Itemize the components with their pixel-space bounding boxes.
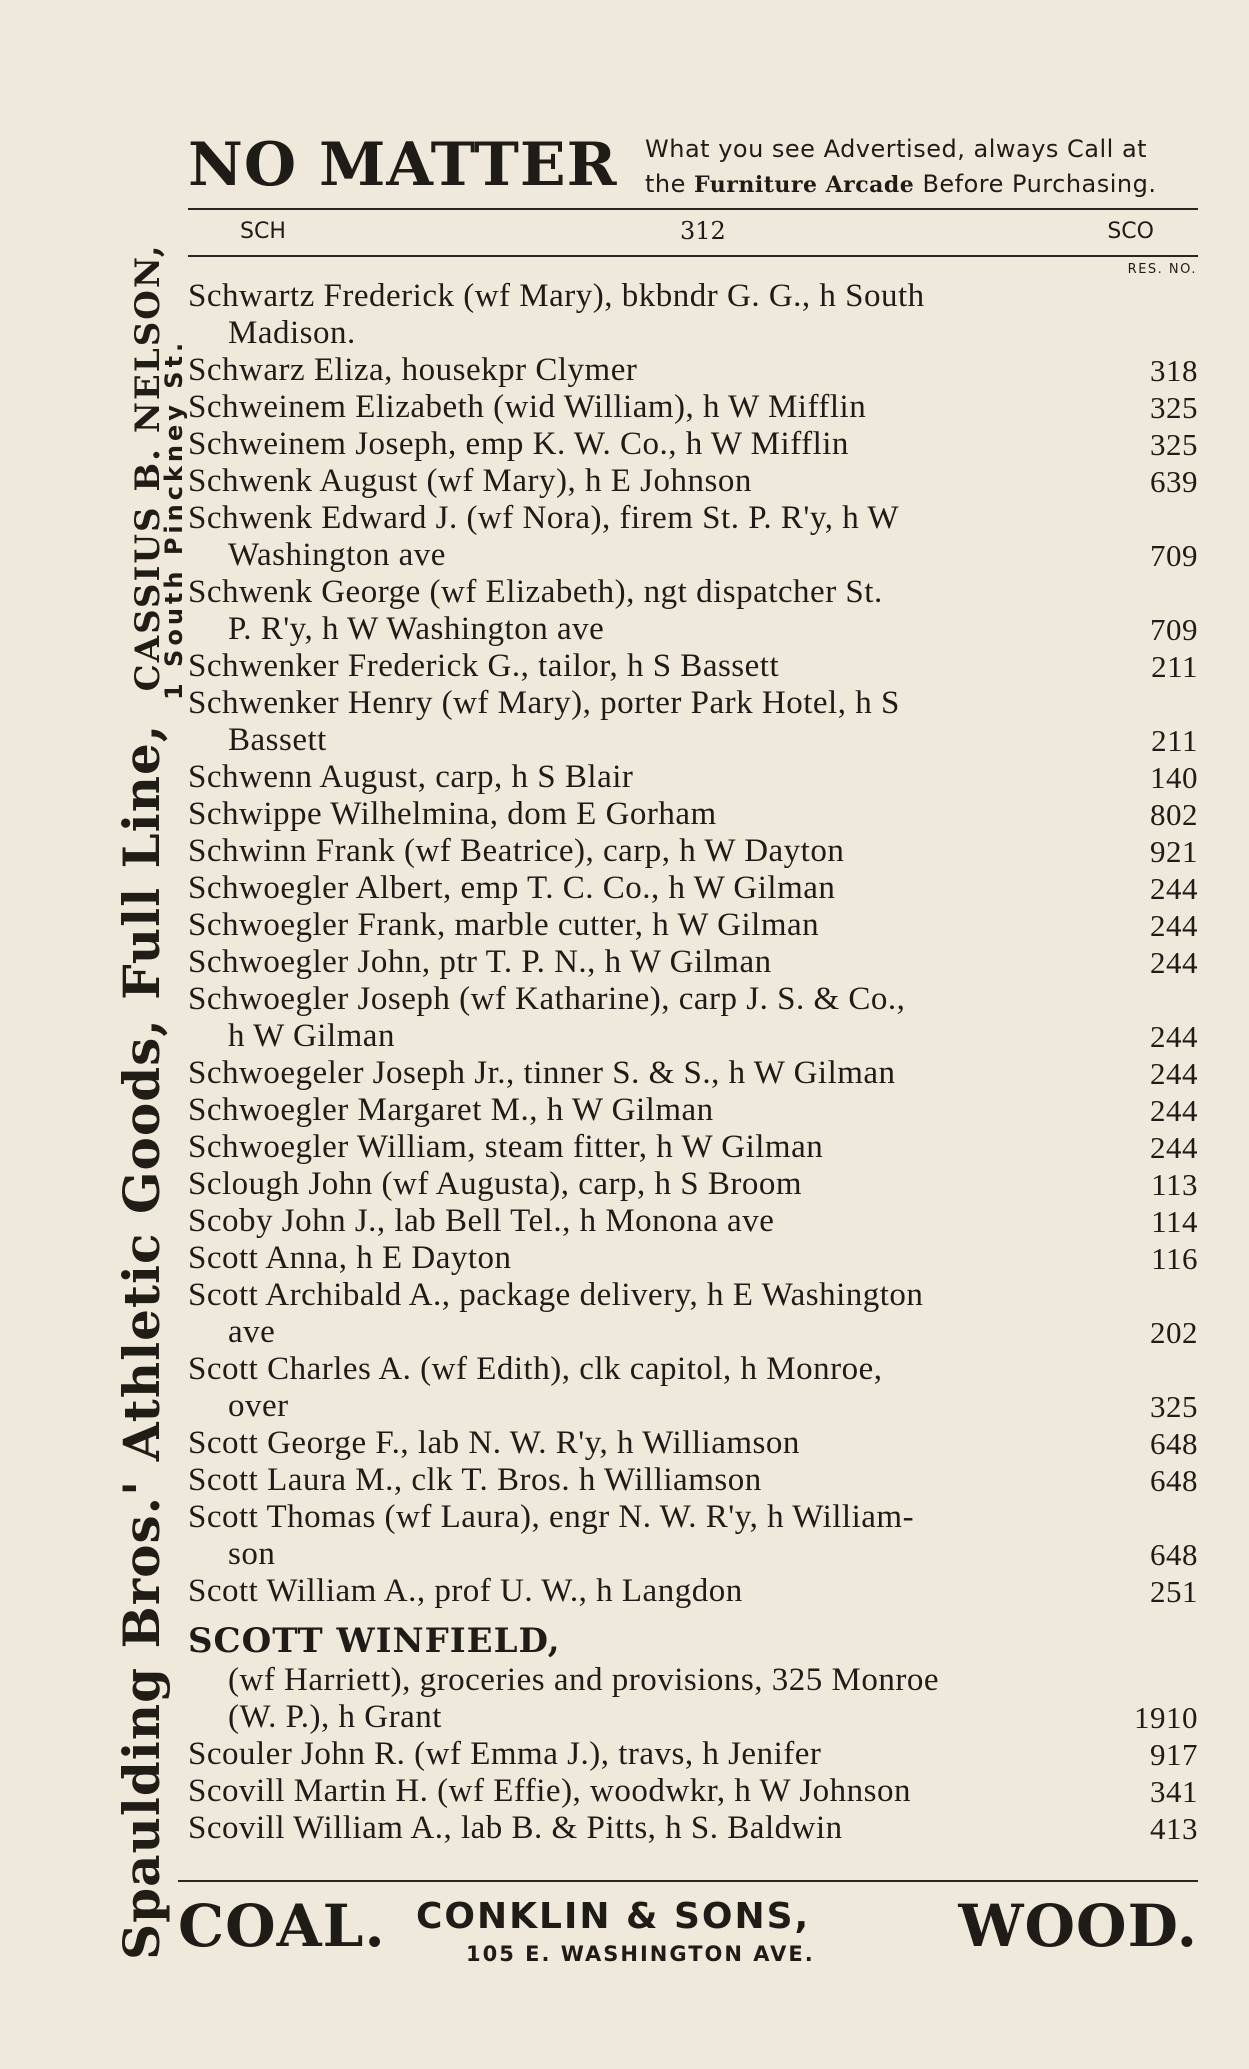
residence-number: 202 [1150, 1315, 1198, 1350]
header-ad-line-2-post: Before Purchasing. [922, 170, 1157, 198]
entry-line: Schwarz Eliza, housekpr Clymer [188, 352, 638, 388]
directory-entry [188, 1773, 1198, 1810]
directory-entry [188, 1736, 1198, 1773]
residence-number: 116 [1151, 1241, 1198, 1276]
header-ad-line-2 [645, 167, 1205, 203]
entry-line: Scouler John R. (wf Emma J.), travs, h Jenifer [188, 1736, 822, 1772]
entry-line: Scott Laura M., clk T. Bros. h Williamson [188, 1462, 762, 1498]
header-ad-arcade: Furniture Arcade [694, 172, 915, 198]
page-number: 312 [680, 217, 726, 245]
directory-entry [188, 1240, 1198, 1277]
running-head [188, 215, 1198, 247]
residence-number: 140 [1150, 760, 1198, 795]
directory-entry [188, 1499, 1198, 1573]
directory-entry [188, 1166, 1198, 1203]
header-ad-line-1: What you see Advertised, always Call at [645, 135, 1148, 163]
residence-number: 113 [1151, 1167, 1198, 1202]
entry-line: Scott Archibald A., package delivery, h E Washington [188, 1277, 924, 1313]
directory-entry [188, 1129, 1198, 1166]
entry-line: Scott Charles A. (wf Edith), clk capitol, h Monroe, [188, 1351, 883, 1387]
entry-line: Schwinn Frank (wf Beatrice), carp, h W Dayton [188, 833, 845, 869]
header-advertisement [188, 130, 1198, 205]
winfield-details [188, 1662, 1198, 1736]
entry-line: Scoby John J., lab Bell Tel., h Monona ave [188, 1203, 775, 1239]
entry-line: Madison. [228, 315, 356, 351]
directory-entry [188, 389, 1198, 426]
header-ad-headline: NO MATTER [188, 130, 618, 200]
side-ad-spaulding: Spaulding Bros.' Athletic Goods, Full Line, [112, 723, 171, 1960]
entry-line: son [228, 1536, 276, 1572]
entry-line: Bassett [228, 722, 327, 758]
residence-number: 244 [1150, 908, 1198, 943]
entry-line: Schwoegler John, ptr T. P. N., h W Gilman [188, 944, 772, 980]
entry-line: Scott William A., prof U. W., h Langdon [188, 1573, 743, 1609]
entry-line: Scovill Martin H. (wf Effie), woodwkr, h W Johnson [188, 1773, 912, 1809]
entry-line: Scott George F., lab N. W. R'y, h Williamson [188, 1425, 800, 1461]
running-head-rule [188, 255, 1198, 257]
directory-entry [188, 833, 1198, 870]
directory-entry [188, 944, 1198, 981]
residence-number: 114 [1151, 1204, 1198, 1239]
entry-line: Schwippe Wilhelmina, dom E Gorham [188, 796, 717, 832]
entry-line: Schwenk Edward J. (wf Nora), firem St. P. R'y, h W [188, 500, 900, 536]
directory-entries [188, 278, 1198, 1847]
footer-advertisement [178, 1888, 1198, 1998]
footer-ad-company: CONKLIN & SONS, [416, 1896, 811, 1937]
directory-entry [188, 1277, 1198, 1351]
side-advertisement [0, 0, 188, 2069]
entry-line: Washington ave [228, 537, 446, 573]
entry-line: ave [228, 1314, 276, 1350]
directory-entry [188, 1351, 1198, 1425]
header-ad-line-2-pre: the [645, 170, 686, 198]
entry-line: Schwenk George (wf Elizabeth), ngt dispatcher St. [188, 574, 883, 610]
residence-number: 709 [1150, 538, 1198, 573]
directory-entry [188, 1573, 1198, 1610]
residence-number: 244 [1150, 871, 1198, 906]
header-rule [188, 208, 1198, 210]
entry-line: Schwartz Frederick (wf Mary), bkbndr G. G., h South [188, 278, 925, 314]
residence-number: 211 [1151, 723, 1198, 758]
residence-number: 244 [1150, 1093, 1198, 1128]
running-head-right: SCO [1107, 219, 1154, 244]
residence-number: 325 [1150, 390, 1198, 425]
side-ad-name: CASSIUS B. NELSON, [128, 243, 168, 692]
directory-entry [188, 1092, 1198, 1129]
residence-number: 244 [1150, 945, 1198, 980]
residence-number: 341 [1150, 1774, 1198, 1809]
running-head-left: SCH [240, 219, 286, 244]
entry-line: Schwoegler Joseph (wf Katharine), carp J. S. & Co., [188, 981, 906, 1017]
residence-number: 413 [1150, 1811, 1198, 1846]
residence-number: 639 [1150, 464, 1198, 499]
directory-entry [188, 1425, 1198, 1462]
residence-number: 244 [1150, 1130, 1198, 1165]
directory-entry [188, 981, 1198, 1055]
residence-number: 251 [1150, 1574, 1198, 1609]
entry-line: h W Gilman [228, 1018, 395, 1054]
entry-line: Sclough John (wf Augusta), carp, h S Broom [188, 1166, 803, 1202]
entry-line: Schweinem Joseph, emp K. W. Co., h W Mifflin [188, 426, 849, 462]
entry-line: Schwoegeler Joseph Jr., tinner S. & S., h W Gilman [188, 1055, 896, 1091]
directory-entry [188, 1810, 1198, 1847]
entry-line: Scovill William A., lab B. & Pitts, h S. Baldwin [188, 1810, 843, 1846]
entry-line: Schwoegler William, steam fitter, h W Gilman [188, 1129, 824, 1165]
directory-entry [188, 648, 1198, 685]
residence-number: 648 [1150, 1537, 1198, 1572]
residence-number: 1910 [1134, 1700, 1198, 1735]
directory-entry [188, 1203, 1198, 1240]
residence-number: 921 [1150, 834, 1198, 869]
entry-line: Scott Thomas (wf Laura), engr N. W. R'y, h William- [188, 1499, 915, 1535]
residence-number: 802 [1150, 797, 1198, 832]
entry-line: Schwenker Frederick G., tailor, h S Bassett [188, 648, 780, 684]
entry-line: Schwoegler Frank, marble cutter, h W Gilman [188, 907, 820, 943]
directory-entry [188, 1055, 1198, 1092]
residence-number: 917 [1150, 1737, 1198, 1772]
winfield-heading: SCOTT WINFIELD, [188, 1621, 561, 1661]
residence-number: 244 [1150, 1019, 1198, 1054]
residence-number: 648 [1150, 1426, 1198, 1461]
entry-line: (wf Harriett), groceries and provisions, 325 Monroe [228, 1662, 939, 1698]
entries-list [188, 278, 1198, 1610]
entry-line: Schwenker Henry (wf Mary), porter Park Hotel, h S [188, 685, 900, 721]
directory-entry [188, 574, 1198, 648]
entry-line: Schweinem Elizabeth (wid William), h W Mifflin [188, 389, 867, 425]
entry-line: P. R'y, h W Washington ave [228, 611, 605, 647]
entry-line: Scott Anna, h E Dayton [188, 1240, 512, 1276]
directory-entry [188, 685, 1198, 759]
directory-entry [188, 426, 1198, 463]
entry-line: over [228, 1388, 289, 1424]
entry-line: Schwenn August, carp, h S Blair [188, 759, 634, 795]
entry-line: Schwoegler Albert, emp T. C. Co., h W Gilman [188, 870, 836, 906]
residence-number: 244 [1150, 1056, 1198, 1091]
res-no-label: RES. NO. [1127, 262, 1197, 277]
residence-number: 318 [1150, 353, 1198, 388]
residence-number: 211 [1151, 649, 1198, 684]
side-ad-address: 1 South Pinckney St. [160, 338, 188, 700]
entry-line: Schwenk August (wf Mary), h E Johnson [188, 463, 752, 499]
entry-line: Schwoegler Margaret M., h W Gilman [188, 1092, 714, 1128]
residence-number: 648 [1150, 1463, 1198, 1498]
directory-entry [188, 500, 1198, 574]
directory-entry [188, 1462, 1198, 1499]
footer-ad-coal: COAL. [178, 1892, 386, 1960]
residence-number: 325 [1150, 427, 1198, 462]
winfield-entry [188, 1620, 1198, 1736]
directory-entry [188, 352, 1198, 389]
residence-number: 709 [1150, 612, 1198, 647]
directory-entry [188, 796, 1198, 833]
header-ad-text [645, 132, 1205, 203]
entry-line: (W. P.), h Grant [228, 1699, 442, 1735]
footer-rule [178, 1880, 1198, 1882]
directory-entry [188, 907, 1198, 944]
entries-list-after [188, 1736, 1198, 1847]
directory-entry [188, 870, 1198, 907]
footer-ad-address: 105 E. WASHINGTON AVE. [466, 1942, 815, 1966]
directory-entry [188, 759, 1198, 796]
directory-entry [188, 463, 1198, 500]
residence-number: 325 [1150, 1389, 1198, 1424]
directory-entry [188, 278, 1198, 352]
footer-ad-wood: WOOD. [958, 1892, 1198, 1960]
